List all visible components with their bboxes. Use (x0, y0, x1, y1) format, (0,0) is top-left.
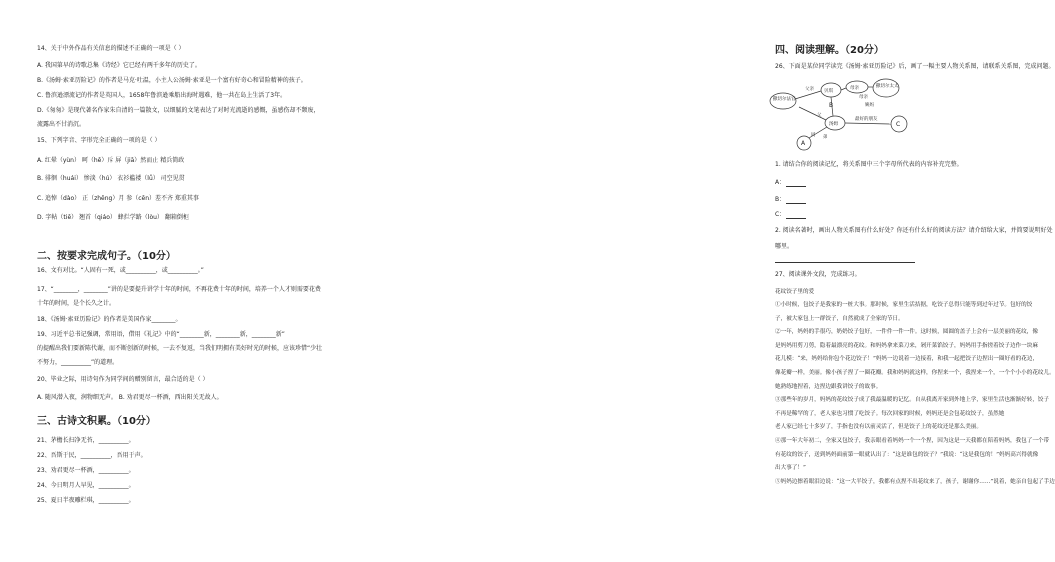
text-line: ①小时候，包饺子是我家的一桩大事。那时候，家里生活拮据，吃饺子总得只能等到过年过节。包好的饺 (775, 302, 1033, 308)
blank-a-label: A： (775, 179, 786, 186)
text-line: 22、吾斯于民，__________，吾用于声。 (37, 452, 147, 459)
blank-b-line[interactable] (786, 203, 806, 204)
text-line: C. 追悼（dào） 正（zhēng）月 参（cēn）差不齐 郑重其事 (37, 195, 199, 202)
passage-title: 花纹饺子里的爱 (775, 289, 815, 295)
text-line: B. 徘徊（huái） 惨淡（hú） 衣衫褴褛（lǚ） 司空见贯 (37, 175, 185, 182)
text-line: 15、下列字音、字形完全正确的一项的是（ ） (37, 137, 161, 144)
text-line: 18、《汤姆·索亚历险记》的作者是美国作家________。 (37, 316, 182, 323)
label-mrs-thatcher: 撒切尔太太 (876, 84, 899, 89)
text-line: A. 红晕（yùn） 呵（hē）斥 屏（jiā）然而止 精兵简政 (37, 157, 185, 164)
blank-b-label: B： (775, 196, 786, 203)
question-26-1: 1. 请结合你的阅读记忆，将关系图中三个字母所代表的内容补充完整。 (775, 161, 963, 168)
text-line: 她熟练地捏着，边捏边跟我讲饺子的故事。 (775, 383, 882, 390)
text-line: 21、茅檐长扫净无苔，__________。 (37, 437, 135, 444)
text-line: 20、毕业之际，用诗句作为同学间的赠别留言，最合适的是（ ） (37, 376, 209, 383)
label-a: A (801, 140, 806, 147)
edge-father-2: 父 (817, 113, 822, 118)
text-line: ④那一年大年初二，全家又包饺子，我亲眼看着妈妈一个一个捏，因为这是一天我都在陪着妈妈，我包了一个带 (775, 438, 1050, 444)
blank-c-label: C： (775, 211, 786, 218)
text-line: 十年的时间，是个长久之计。 (37, 300, 116, 307)
text-line: 23、劝君更尽一杯酒，__________。 (37, 467, 135, 474)
edge-father: 父亲 (805, 87, 814, 92)
question-26-2-cont: 哪里。 (775, 243, 794, 250)
text-line: 14、关于中外作品有关信息的描述不正确的一项是（ ） (37, 45, 185, 52)
text-line: 是妈妈用剪刀剪，隐着最漂亮的花纹。和妈妈拿来菜刀来，剁开菜馅饺子，妈妈用手指搓着饺子边作一块麻 (775, 342, 1038, 349)
label-b: B (829, 102, 834, 109)
character-relationship-diagram (769, 76, 909, 154)
text-line: 的提醒出我们要新陈代谢，而不断创新的时候，一去不复返，当我们明拥有美好时光的时候，应该珍惜“少壮 (37, 345, 323, 352)
label-becky: 贝琪 (824, 89, 833, 94)
section-2-heading: 二、按要求完成句子。（10分） (37, 251, 176, 262)
text-line: C. 鲁滨逊漂流记的作者是英国人，1658年鲁滨逊乘船出海时遇难，他一共在岛上生活了3年。 (37, 92, 287, 99)
section-4-heading: 四、阅读理解。（20分） (775, 45, 884, 56)
edge-brother: 弟 (823, 135, 828, 140)
answer-line[interactable] (775, 262, 915, 263)
text-line: A. 随风潜入夜，润物细无声。 B. 劝君更尽一杯酒，西出阳关无故人。 (37, 394, 223, 401)
text-line: B.《汤姆·索亚历险记》的作者是马克·吐温，小主人公汤姆·索亚是一个富有好奇心和冒险精神的孩子。 (37, 77, 307, 84)
section-3-heading: 三、古诗文积累。（10分） (37, 416, 156, 427)
question-27: 27、阅读课外文段，完成练习。 (775, 271, 861, 278)
text-line: 不努力，__________”的道理。 (37, 359, 119, 366)
text-line: ②一年，妈妈的手很巧，奶奶饺子包好，一件件一件一件。这时候，圆圆的盖子上会有一层美丽的花纹，像 (775, 329, 1038, 336)
text-line: ⑤妈妈边擦着眼泪边说：“这一大半饺子，我都有点捏不出花纹来了，孩子，谢谢你……”说着，她亲自包起了手边 (775, 478, 1055, 485)
text-line: 子，被大家包上一群饺子，自然就成了全家的节日。 (775, 315, 904, 322)
text-line: 17、“________，________”讲的是要提升讲学十年的时间，不再花费十年的时间，培养一个人才则需要花费 (37, 286, 321, 293)
text-line: 25、夏日半夜雕栏琪，__________。 (37, 497, 135, 504)
label-mother: 母亲 (850, 86, 859, 91)
text-line: 出大事了！” (775, 465, 806, 472)
edge-best-friend: 最好的朋友 (855, 117, 878, 122)
text-line: D.《匆匆》是现代著名作家朱自清的一篇散文，以细腻的文笔表达了对时光流逝的感慨，虽感伤却不颓废， (37, 107, 320, 114)
question-26: 26、下面是某位同学读完《汤姆·索亚历险记》后，画了一幅主要人物关系图，请联系关系图，完成问题。 (775, 63, 1055, 70)
text-line: 有花纹的饺子，送到妈妈面前第一眼就认出了：“这是谁包的饺子？”我说：“这是我包的！”妈妈高兴得就像 (775, 451, 1039, 458)
question-26-2: 2. 阅读名著时，画出人物关系图有什么好处？你还有什么好的阅读方法？请介绍给大家，并简要说明好处 (775, 227, 1053, 234)
blank-c-line[interactable] (786, 218, 806, 219)
text-line: ③那些年的岁月，妈妈的花纹饺子成了我最温暖的记忆。自从我离开家到外地上学，家里生活也渐渐好转，饺子 (775, 397, 1050, 404)
text-line: D. 字帖（tiē） 翘首（qiáo） 蜂拦学路（lòu） 翻箱倒柜 (37, 214, 189, 221)
edge-mother: 母亲 (859, 95, 868, 100)
edge-aunt: 姨妈 (865, 103, 874, 108)
text-line: A. 我国第早的诗歌总集《诗经》它已经有两千多年的历史了。 (37, 62, 201, 69)
text-line: 16、文有对比。“人固有一死，或__________，或__________。” (37, 267, 204, 274)
text-line: 流露出不甘消沉。 (37, 121, 86, 128)
label-tom: 汤姆 (829, 122, 838, 127)
blank-a-line[interactable] (786, 186, 806, 187)
text-line: 花儿模：“来，妈妈给你包个花边饺子！”妈妈一边说着一边接着，和我一起把饺子边捏出一圈好看的花边， (775, 356, 1039, 363)
label-c: C (896, 121, 901, 128)
text-line: 24、今日明月人早见，__________。 (37, 482, 135, 489)
label-judge: 撒切尔法官 (773, 97, 796, 102)
text-line: 不再是稀罕的了，老人家也习惯了吃饺子。每次回家的时候，妈妈还是会包花纹饺子，虽然她 (775, 410, 1005, 417)
edge-tong: 同 (811, 133, 816, 138)
text-line: 像花瓣一样，美丽。像小孩子捏了一圈花瓣。我和妈妈就这样，你捏来一个，我捏来一个，一个个小小的花纹儿。 (775, 370, 1055, 376)
text-line: 19、习近平总书记强调，常用语，借用《礼记》中的“________新，________新，________新” (37, 331, 285, 338)
text-line: 老人家已经七十多岁了，手指也没有以前灵活了，但是饺子上的花纹还是那么美丽。 (775, 424, 982, 431)
